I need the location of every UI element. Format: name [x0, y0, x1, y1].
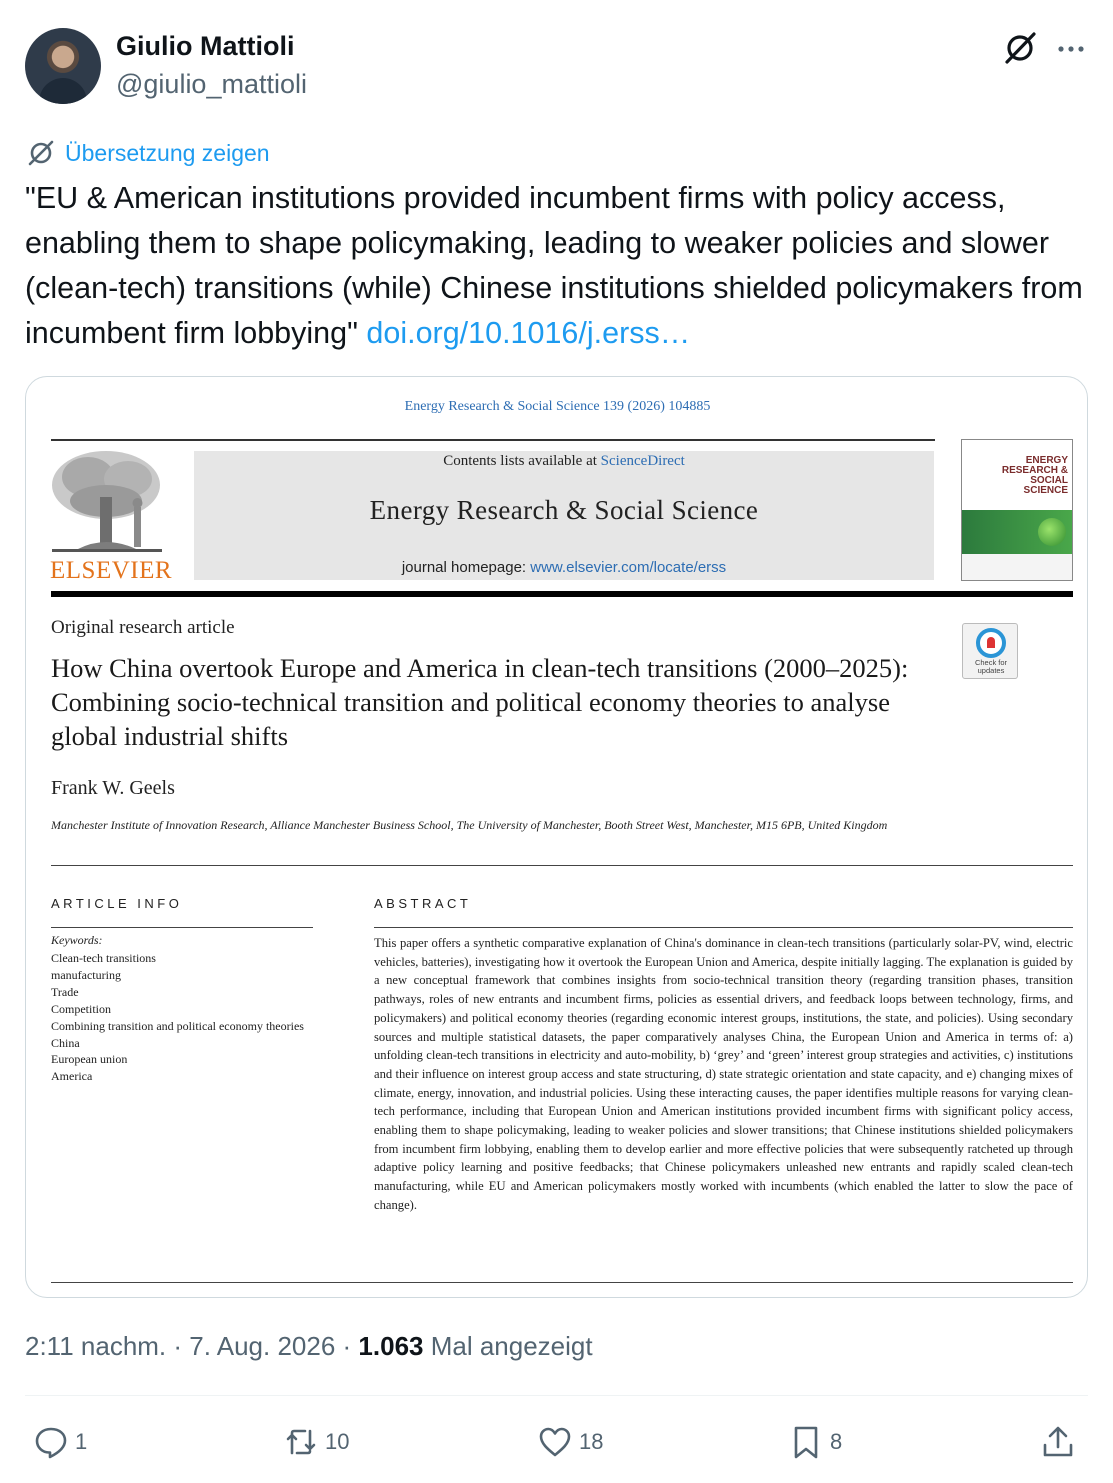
bookmark-button[interactable] — [788, 1420, 842, 1464]
paper-affiliation: Manchester Institute of Innovation Research, Alliance Manchester Business School, The University of Manchester, Booth Street West, Manchester, M15 6PB, United Kingdom — [51, 818, 888, 832]
avatar[interactable] — [25, 28, 101, 104]
contents-line — [194, 453, 934, 470]
keyword-item: Clean-tech transitions — [51, 951, 156, 965]
cover-footer — [962, 554, 1073, 581]
tweet-date[interactable]: 7. Aug. 2026 — [189, 1331, 336, 1361]
retweet-count: 10 — [325, 1429, 350, 1454]
meta-separator: · — [335, 1331, 359, 1361]
divider — [25, 1395, 1088, 1396]
more-icon[interactable] — [1055, 33, 1087, 65]
paper-rule-thick — [51, 591, 1073, 597]
keyword-item: Trade — [51, 984, 79, 999]
share-icon — [1040, 1424, 1076, 1460]
abstract-heading: ABSTRACT — [374, 896, 472, 911]
homepage-prefix: journal homepage: — [401, 559, 531, 576]
like-count: 18 — [579, 1429, 604, 1454]
keyword-item: manufacturing — [51, 967, 121, 982]
homepage-url: www.elsevier.com/locate/erss — [530, 559, 727, 576]
like-button[interactable] — [537, 1420, 603, 1464]
tweet-time[interactable]: 2:11 nachm. — [25, 1331, 167, 1361]
check-updates-badge — [962, 623, 1018, 679]
sciencedirect-link: ScienceDirect — [600, 453, 685, 469]
article-type: Original research article — [51, 617, 235, 638]
views-count: 1.063 — [358, 1331, 424, 1361]
journal-name: Energy Research & Social Science — [369, 495, 759, 525]
globe-icon — [1038, 518, 1066, 546]
tweet-body: "EU & American institutions provided incumbent firms with policy access, enabling them to shape policymaking, leading to weaker policies and slower (clean-tech) transitions (while) Chinese institutions shielded policymakers from incumbent firm lobbying" — [25, 181, 1083, 350]
elsevier-tree-logo — [48, 449, 166, 557]
tweet-text — [25, 176, 1093, 356]
tweet-meta — [25, 1331, 593, 1362]
homepage-line — [194, 559, 934, 576]
abstract-text: This paper offers a synthetic comparative explanation of China's dominance in clean-tech transitions (particularly solar-PV, wind, electric vehicles, batteries), investigating how it overtook the European Union and America, despite initially lagging. The explanation is guided by a new conceptual framework that combines insights from socio-technical transition theory (regarding transition phases, transition pathways, roles of new entrants and incumbent firms, policies as essential drivers, and feedback loops between technology, firms, and policymakers) and political economy theories (regarding economic interest groups, institutions, the state, and policies). Using secondary sources and multiple statistical datasets, the paper comparatively analyses China, the European Union and America in terms of: a) unfolding clean-tech transitions in electricity and auto-mobility, b) ‘grey’ and ‘green’ interest group strategies and activities, c) institutions and their influence on interest group access and state structuring, d) state strategic orientation and state capacity, and e) changing mixes of climate, energy, innovation, and industrial policies. Using these interacting causes, the paper identifies multiple reasons for varying clean-tech performance, including that European Union and American institutions provided incumbent firms with significant policy access, enabling them to shape policymaking, leading to weaker policies and slower transitions; that Chinese institutions shielded policymakers from incumbent firm lobbying, enabling them to develop earlier and more effective policies that were subsequently ratcheted up through adaptive policy learning and positive feedbacks; that Chinese policymakers unleashed new entrants and rapidly scaled clean-tech manufacturing, while EU and American policymakers mostly worked with incumbents (which enabled the latter to slow the pace of change). — [374, 936, 1073, 1212]
views-label: Mal angezeigt — [423, 1331, 593, 1361]
paper-page — [26, 377, 1088, 1298]
translate-icon — [27, 139, 55, 167]
check-updates-icon — [976, 628, 1006, 658]
translate-link[interactable] — [27, 137, 270, 169]
meta-separator: · — [166, 1331, 190, 1361]
author-name[interactable]: Giulio Mattioli — [116, 31, 295, 61]
paper-rule-top — [51, 439, 935, 441]
abstract-rule — [374, 927, 1073, 928]
cover-title: ENERGY RESEARCH & SOCIAL SCIENCE — [1001, 455, 1068, 496]
journal-banner — [194, 451, 934, 580]
journal-cover — [961, 439, 1073, 581]
contents-prefix: Contents lists available at — [443, 453, 601, 469]
article-info-rule — [51, 927, 313, 928]
heart-icon — [537, 1424, 573, 1460]
keyword-item: Combining transition and political economy theories — [51, 1018, 304, 1033]
paper-citation: Energy Research & Social Science 139 (2026) 104885 — [404, 399, 711, 414]
keyword-item: America — [51, 1069, 93, 1084]
share-button[interactable] — [1040, 1420, 1082, 1464]
keyword-item: European union — [51, 1052, 128, 1067]
translate-label: Übersetzung zeigen — [65, 139, 270, 166]
keyword-item: Competition — [51, 1001, 111, 1016]
bookmark-count: 8 — [830, 1429, 843, 1454]
paper-rule-mid — [51, 865, 1073, 866]
paper-title: How China overtook Europe and America in clean-tech transitions (2000–2025): Combining socio-technical transition and political economy theories to analyse global industrial shifts — [51, 653, 909, 751]
keyword-item: China — [51, 1035, 80, 1050]
check-updates-label: Check for updates — [974, 658, 1008, 675]
tweet-media-image[interactable] — [25, 376, 1088, 1298]
doi-link[interactable]: doi.org/10.1016/j.erss… — [366, 316, 691, 350]
reply-icon — [33, 1424, 69, 1460]
paper-author: Frank W. Geels — [51, 777, 175, 799]
bookmark-icon — [788, 1424, 824, 1460]
retweet-icon — [283, 1424, 319, 1460]
keywords-list — [51, 950, 311, 1085]
paper-rule-bottom — [51, 1282, 1073, 1283]
grok-icon[interactable] — [1001, 29, 1039, 67]
keywords-label: Keywords: — [51, 933, 103, 947]
reply-count: 1 — [75, 1429, 88, 1454]
article-info-heading: ARTICLE INFO — [51, 896, 183, 911]
elsevier-wordmark: ELSEVIER — [50, 557, 173, 584]
author-handle[interactable]: @giulio_mattioli — [116, 69, 307, 99]
reply-button[interactable] — [33, 1420, 87, 1464]
retweet-button[interactable] — [283, 1420, 349, 1464]
